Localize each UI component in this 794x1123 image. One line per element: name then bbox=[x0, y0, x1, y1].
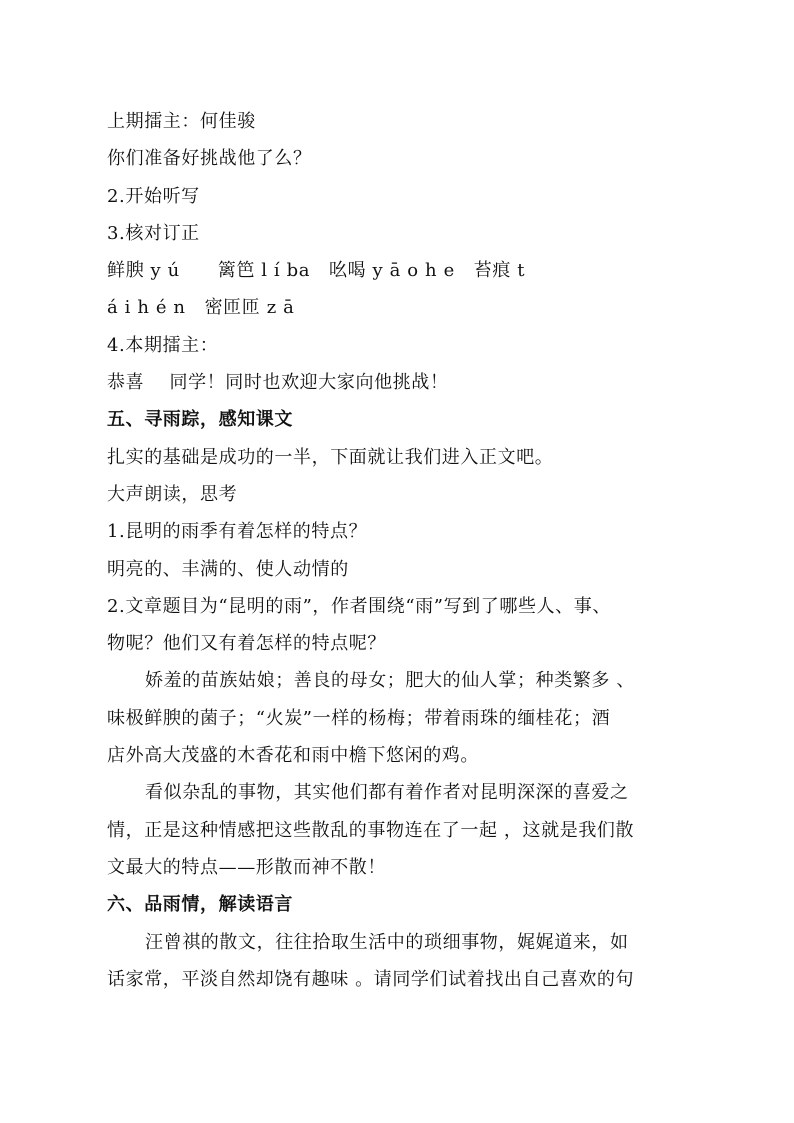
text-line-step-3: 3.核对订正 bbox=[107, 222, 200, 244]
text-line-question-2a: 2.文章题目为“昆明的雨”，作者围绕“雨”写到了哪些人、事、 bbox=[107, 595, 611, 617]
text-line-summary-b: 情，正是这种情感把这些散乱的事物连在了一起 ，这就是我们散 bbox=[107, 819, 635, 841]
text-line-read-aloud: 大声朗读，思考 bbox=[107, 483, 238, 505]
text-line-answer-2a: 娇羞的苗族姑娘；善良的母女；肥大的仙人掌；种类繁多 、 bbox=[145, 670, 635, 692]
text-line-language-b: 话家常，平淡自然却饶有趣味 。请同学们试着找出自己喜欢的句 bbox=[107, 968, 635, 990]
text-line-language-a: 汪曾祺的散文，往往拾取生活中的琐细事物，娓娓道来，如 bbox=[145, 931, 629, 953]
text-line-challenge-question: 你们准备好挑战他了么？ bbox=[107, 148, 312, 170]
text-line-vocab-2: á i h é n 密匝匝 z ā bbox=[107, 297, 295, 319]
text-line-congrats: 恭喜 同学！同时也欢迎大家向他挑战！ bbox=[107, 372, 449, 394]
section-heading-5: 五、寻雨踪，感知课文 bbox=[107, 409, 293, 431]
text-line-summary-c: 文最大的特点——形散而神不散！ bbox=[107, 856, 386, 878]
document-body bbox=[107, 103, 697, 998]
text-line-summary-a: 看似杂乱的事物，其实他们都有着作者对昆明深深的喜爱之 bbox=[145, 782, 629, 804]
text-line-question-1: 1.昆明的雨季有着怎样的特点？ bbox=[107, 521, 368, 543]
text-line-transition: 扎实的基础是成功的一半，下面就让我们进入正文吧。 bbox=[107, 446, 554, 468]
text-line-step-2: 2.开始听写 bbox=[107, 185, 200, 207]
section-heading-6: 六、品雨情，解读语言 bbox=[107, 894, 293, 916]
text-line-answer-1: 明亮的、丰满的、使人动情的 bbox=[107, 558, 349, 580]
text-line-answer-2b: 味极鲜腴的菌子；“火炭”一样的杨梅；带着雨珠的缅桂花；酒 bbox=[107, 707, 611, 729]
text-line-vocab-1: 鲜腴 y ú 篱笆 l í ba 吆喝 y ā o h e 苔痕 t bbox=[107, 260, 526, 282]
text-line-step-4: 4.本期擂主： bbox=[107, 334, 219, 356]
text-line-answer-2c: 店外高大茂盛的木香花和雨中檐下悠闲的鸡。 bbox=[107, 745, 479, 767]
text-line-question-2b: 物呢？他们又有着怎样的特点呢？ bbox=[107, 633, 386, 655]
text-line-previous-champion: 上期擂主：何佳骏 bbox=[107, 111, 256, 132]
